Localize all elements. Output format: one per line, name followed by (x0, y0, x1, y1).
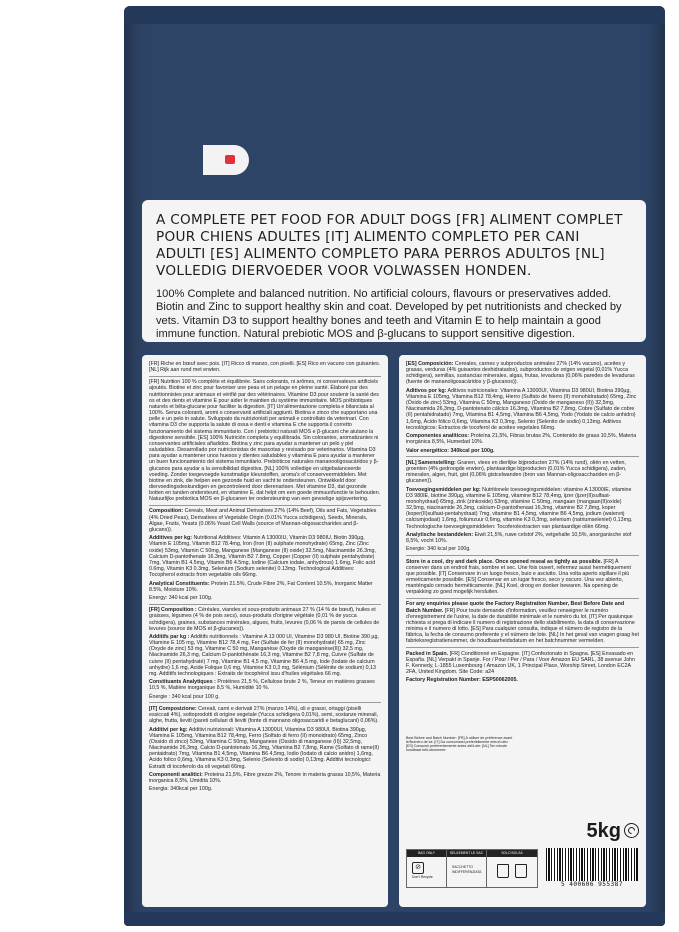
bin-icon (497, 864, 509, 878)
recycle-header-1: BAG ONLY (407, 850, 446, 857)
hero-panel (142, 200, 646, 342)
analytical-it: Componenti analitici: Proteina 21,5%, Fibre grezze 2%, Tenore in materia grassa 10,5%, Materia inorganica 8,5%, Umidità 10%. (149, 771, 381, 785)
composition-en: Composition: Cereals, Meat and Animal Derivatives 27% (14% Beef), Oils and Fats, Vegetables (4% Dried Peas), Derivatives of Vegetable Origin (0.01% Yucca schidigera), Seeds, Minerals, Algae, Fruits, Yeasts (0.06% Yeast Cell Walls (source of Mannan-oligosaccharides and β-glucans)). (149, 508, 377, 533)
packed-text: Packed in Spain. [FR] Conditionné en Espagne. [IT] Confezionato in Spagna. [ES] Envasado en España. [NL] Verpakt in Spanje. For / Pour / Per / Para / Voor Amazon EU SARL, 38 avenue John F. Kennedy, L-1855 Luxembourg / Amazon UK, 1 Principal Place, Worship Street, London EC2A 2FA, United Kingdom. Site Code: a24 (406, 650, 636, 675)
composition-fr: [FR] Composition : Céréales, viandes et sous-produits animaux 27 % (14 % de bœuf), huiles et graisses, légumes (4 % de pois secs), sous-produits d'origine végétale (0,01 % de yucca schidigera), graines, substances minérales, algues, fruits, levures (0,06 % de parois de cellules de levures (source de MOS et β-glucanes)). (149, 607, 380, 632)
no-recycle-icon: ⊘ (412, 862, 424, 874)
best-before-text: Best Before and Batch Number: [FR] À utiliser de préférence avant le/Numéro de lot: [IT] Da consumarsi preferibilmente entro/Lotto: [ES] Consumir preferentemente antes del/Lote: [NL] Ten minste houdbaar tot/Lotnummer: (406, 735, 513, 753)
hanger-tab (203, 145, 249, 175)
energy-en: Energy: 340 kcal per 100g. (149, 595, 213, 602)
analytical-en: Analytical Constituents: Protein 21.5%, Crude Fibre 2%, Fat Content 10.5%, Inorganic Matter 8.5%, Moisture 10%. (149, 580, 373, 593)
divider (406, 647, 639, 648)
translations-text: [FR] Nutrition 100 % complète et équilibrée. Sans colorants, ni arômes, ni conservateurs artificiels ajoutés. Biotine et zinc pour favoriser une peau et un pelage en pleine santé. Élaboré par des nutritionnistes pour animaux et vérifié par des vétérinaires. Vitamine D3 pour soutenir la santé des os et des dents et vitamine E pour aider le maintien du système immunitaire. MOS prébiotiques naturels et bêta-glucane pour faciliter la digestion. [IT] Un'alimentazione completa e bilanciata al 100%. Senza coloranti, aromi o conservanti artificiali aggiunti. Biotina e zinco che supportano una pelle e un pelo in salute. Sviluppato da nutrizionisti per animali e controllato da veterinari. Con vitamina D3 che supporta la salute di ossa e denti e vitamina E che supporta il corretto funzionamento del sistema immunitario. Con i prebiotici naturali MOS e β-glucani che aiutano la digestione sensibile. [ES] 100% Nutrición completa y equilibrada. Sin colorantes, aromatizantes ni conservantes artificiales añadidos. Biotina y zinc para ayudar a mantener un pelo y piel saludables. Desarrollado por nutricionistas de mascotas y revisado por veterinarios. Vitamina D3 para ayudar a mantener unos huesos y dientes saludables y vitamina E para ayudar a mantener un buen funcionamiento del sistema inmunitario. Prebióticos naturales mananooligosacáridos y β-glucanos para ayudar a la sensibilidad digestiva. [NL] 100% volledige en uitgebalanceerde voeding. Zonder toegevoegde kunstmatige kleurstoffen, aroma's of conserveermiddelen. Met biotine en zink, die helpen een gezonde huid en vacht te ondersteunen. Ontwikkeld door diervoedingsdeskundigen en gecontroleerd door dierenartsen. Met vitamine D3, dat gezonde botten en tanden ondersteunt, en vitamine E, dat helpt om een goede immuunfunctie te behouden. Natuurlijke prebiotica MOS en β-glucanen ter ondersteuning van een gevoelige spijsvertering. (149, 379, 381, 503)
additives-it: Additivi per kg: Additivi nutrizionali: Vitamina A 13000UI, Vitamina D3 980UI, Biotina 390µg, Vitamina E 105mg, Vitamina B12 78,4mg, Ferro (Solfato di ferro (II) monoidrato) 65mg, Zinco (Ossido di zinco) 53mg, Vitamina C 50mg, Manganese (Ossido di manganese (II)) 32,5mg, Niacinamide 26,3mg, Calcio D-pantotenato 16,3mg, Vitamina B2 7,8mg, Rame (Solfato di rame(II) pentaidrato) 7mg, Vitamina B1 4,5mg, Vitamina B6 4,5mg, Iodio (Iodato di calcio anidro) 1,6mg, Acido folico 0,6mg, Vitamina K3 0,3mg, Selenio (Selenito di sodio) 0,13mg. Additivi tecnologici: Estratti di tocoferolo da oli vegetali 66mg. (149, 726, 380, 770)
divider (406, 598, 639, 599)
enquiries-text: For any enquiries please quote the Factory Registration Number, Best Before Date and Batch Number. [FR] Pour toute demande d'information, veuillez renseigner le numéro d'enregistrement de l'usine, la date de durabilité minimale et le numéro du lot. [IT] Per qualunque richiesta si prega di indicare il numero di registrazione dello stabilimento, la data di conservazione minima e il numero di lotto. [ES] Para cualquier consulta, indique el número de registro de la fábrica, la fecha de consumo preferente y el número de lote. [NL] In het geval van vragen graag het fabrieksregistratienummer, de houdbaarheidsdatum en het batchnummer vermelden. (406, 601, 639, 645)
barcode (546, 848, 638, 890)
bag-bottom-seam (124, 912, 665, 926)
energy-es: Valor energético: 340kcal por 100g. (406, 447, 495, 454)
recycle-col-3 (487, 850, 537, 887)
divider (406, 456, 639, 457)
additives-fr: Additifs par kg : Additifs nutritionnels : Vitamine A 13 000 UI, Vitamine D3 980 UI, Biotine 390 µg, Vitamine E 105 mg, Vitamine B12 78,4 mg, Fer (Sulfate de fer (II) monohydraté) 65 mg, Zinc (Oxyde de zinc) 53 mg, Vitamine C 50 mg, Manganèse (Oxyde de manganèse(II)) 32,5 mg, Niacinamide 26,3 mg, Calcium D-pantothénate 16,3 mg, Vitamine B2 7,8 mg, Cuivre (Sulfate de cuivre (II) pentahydraté) 7 mg, Vitamine B1 4,5 mg, Vitamine B6 4,5 mg, Iode (Iodate de calcium anhydre) 1,6 mg, Acide Folique 0,6 mg, Vitamine K3 0,3 mg, Sélénium (Sélénite de sodium) 0,13 mg. Additifs technologiques : Extraits de tocophérol issu d'huiles végétales 66 mg. (149, 634, 379, 677)
bin-icon (515, 864, 527, 878)
energy-fr: Énergie : 340 kcal pour 100 g. (149, 693, 220, 700)
composition-nl: [NL] Samenstelling: Granen, vlees en dierlijke bijproducten 27% (14% rund), oliën en vetten, groenten (4% gedroogde erwten), plantaardige bijproducten (0,01% Yucca schidigera), zaden, mineralen, algen, fruit, gist (0,06% gistcelwanden (bron van Mannan-oligosacchariden en β-glucanen)). (406, 459, 627, 485)
recycle-col-2 (447, 850, 487, 887)
recycle-header-3: SOLO BOLSA (487, 850, 537, 857)
divider (149, 505, 381, 506)
additives-en: Additives per kg: Nutritional Additives: Vitamin A 13000IU, Vitamin D3 980IU, Biotin 390µg, Vitamin E 105mg, Vitamin B12 78.4mg, Iron (Iron (II) sulphate monohydrate) 65mg, Zinc (Zinc oxide) 53mg, Vitamin C 50mg, Manganese (Manganese (II) oxide) 32.5mg, Niacinamide 26.3mg, Calcium D-pantothenate 16.3mg, Vitamin B2 7.8mg, Copper (Copper (II) sulphate pentahydrate) 7mg, Vitamin B1 4.5mg, Vitamin B6 4.5mg, Iodine (Calcium iodate, anhydrous) 1.6mg, Folic acid 0.6mg, Vitamin K3 0.3mg, Selenium (Sodium selenite) 0.13mg. Technological Additives: Tocopherol extracts from vegetable oils 66mg. (149, 535, 376, 579)
composition-it: [IT] Composizione: Cereali, carni e derivati 27% (manzo 14%), oli e grassi, ortaggi (piselli essiccati 4%), sottoprodotti di origine vegetale (Yucca schidigera 0,01%), semi, sostanze minerali, alghe, frutta, lieviti (pareti cellulari di lieviti (fonte di mannano oligosaccaridi e betaglucani) 0,06%). (149, 705, 379, 725)
recycle-header-2: SEULEMENT LE SAC (447, 850, 486, 857)
analytical-es: Componentes analíticos: Proteína 21,5%, Fibras brutas 2%, Contenido de grasa 10,5%, Materia inorgánica 8,5%, Humedad 10%. (406, 433, 637, 446)
bag-top-seam (124, 6, 665, 24)
recycling-table (406, 849, 538, 888)
divider (149, 604, 381, 605)
storage-text: Store in a cool, dry and dark place. Once opened reseal as tightly as possible. [FR] À conserver dans un endroit frais, sombre et sec. Une fois ouvert, refermez aussi hermétiquement que possible. [IT] Conservare in un luogo fresco, buio e asciutto. Una volta aperto sigillare il più ermeticamente possibile. [ES] Conservar en un lugar fresco, seco y oscuro. Una vez abierto, manténgalo cerrado herméticamente. [NL] Koel, droog en donker bewaren. Na opening de verpakking zo goed mogelijk hersluiten. (406, 558, 631, 596)
indifferenziata-label: INDIFFERENZIATA (452, 870, 482, 874)
analytical-fr: Constituants Analytiques : Protéines 21,5 %, Cellulose brute 2 %, Teneur en matières grasses 10,5 %, Matière inorganique 8,5 %, Humidité 10 %. (149, 679, 375, 692)
red-marker-icon (225, 155, 235, 164)
sacchetto-label: SACCHETTO (452, 865, 473, 869)
additives-es: Aditivos por kg: Aditivos nutricionales: Vitamina A 13000UI, Vitamina D3 980UI, Biotina 390µg, Vitamina E 105mg, Vitamina B12 78,4mg, Hierro (Sulfato de hierro (II) monohidratado) 65mg, Zinc (Óxido de zinc) 53mg, Vitamina C 50mg, Manganeso (Óxido de manganeso (II)) 32,5mg, Niacinamida 26,3mg, D-pantotenato cálcico 16,3mg, Vitamina B2 7,8mg, Cobre (Sulfato de cobre (II) pentahidratado) 7mg, Vitamina B1 4,5mg, Vitamina B6 4,5mg, Yodo (Yodato de calcio anhidro) 1,6mg, Ácido fólico 0,6mg, Vitamina K3 0,3mg, Selenio (Selenito de sodio) 0,13mg. Aditivos tecnológicos: Extractos de tocoferol de aceites vegetales 66mg. (406, 387, 637, 431)
energy-it: Energia: 340kcal per 100g. (149, 786, 213, 793)
divider (406, 555, 639, 556)
factory-registration: Factory Registration Number: ESP50062005. (406, 677, 518, 684)
barcode-number: 5 400606 955387 (561, 881, 623, 888)
right-info-panel (399, 355, 646, 907)
recycle-col-1 (407, 850, 447, 887)
barcode-bars-icon (546, 848, 638, 881)
net-weight: 5kg (587, 820, 639, 843)
divider (149, 702, 381, 703)
left-info-panel (142, 355, 388, 907)
divider (149, 376, 381, 377)
analytical-nl: Analytische bestanddelen: Eiwit 21,5%, ruwe celstof 2%, vetgehalte 10,5%, anorganische stof 8,5%, vocht 10%. (406, 531, 632, 544)
estimated-sign-icon (624, 823, 639, 838)
rich-in-text: [FR] Riche en bœuf avec pois. [IT] Ricco di manzo, con piselli. [ES] Rico en vacuno con guisantes. [NL] Rijk aan rund met erwten. (149, 361, 381, 374)
product-title: A COMPLETE PET FOOD FOR ADULT DOGS [FR] ALIMENT COMPLET POUR CHIENS ADULTES [IT] ALIMENTO COMPLETO PER CANI ADULTI [ES] ALIMENTO COMPLETO PARA PERROS ADULTOS [NL] VOLLEDIG DIERVOEDER VOOR VOLWASSEN HONDEN. (156, 212, 623, 279)
energy-nl: Energie: 340 kcal per 100g. (406, 546, 471, 553)
product-description: 100% Complete and balanced nutrition. No artificial colours, flavours or preservatives added. Biotin and Zinc to support healthy skin and coat. Developed by pet nutritionists and checked by vets. Vitamin D3 to support healthy bones and teeth and Vitamin E to help maintain a good immune function. Natural prebiotic MOS and β-glucans to support sensitive digestion. (156, 288, 622, 341)
composition-es: [ES] Composición: Cereales, carnes y subproductos animales 27% (14% vacuno), aceites y grasas, verduras (4% guisantes deshidratados), subproductos de origen vegetal (0,01% Yucca schidigera), semillas, sustancias minerales, algas, frutas, levaduras (0,06% paredes de levaduras (fuente de mananoligosacáridos y β-glucanos)). (406, 361, 635, 386)
additives-nl: Toevoegingsmiddelen per kg: Nutritionele toevoegingsmiddelen: vitamine A 13000IE, vitamine D3 980IE, biotine 390µg, vitamine E 105mg, vitamine B12 78,4mg, ijzer (ijzer(II)sulfaat-monohydraat) 65mg, zink (zinkoxide) 53mg, vitamine C 50mg, mangaan (mangaan(II)oxide) 32,5mg, niacinamide 26,3mg, calcium-D-pantothenaat 16,3mg, vitamine B2 7,8mg, koper (koper(II)sulfaat-pentahydraat) 7mg, vitamine B1 4,5mg, vitamine B6 4,5mg, jodium (watervrij calciumjodaat) 1,6mg, foliumzuur 0,6mg, vitamine K3 0,3mg, selenium (natriumseleniet) 0,13mg. Technologische toevoegingsmiddelen: Tocoferolextracten van plantaardige oliën 66mg. (406, 486, 633, 530)
dont-recycle-label: Don't Recycle (412, 875, 433, 879)
